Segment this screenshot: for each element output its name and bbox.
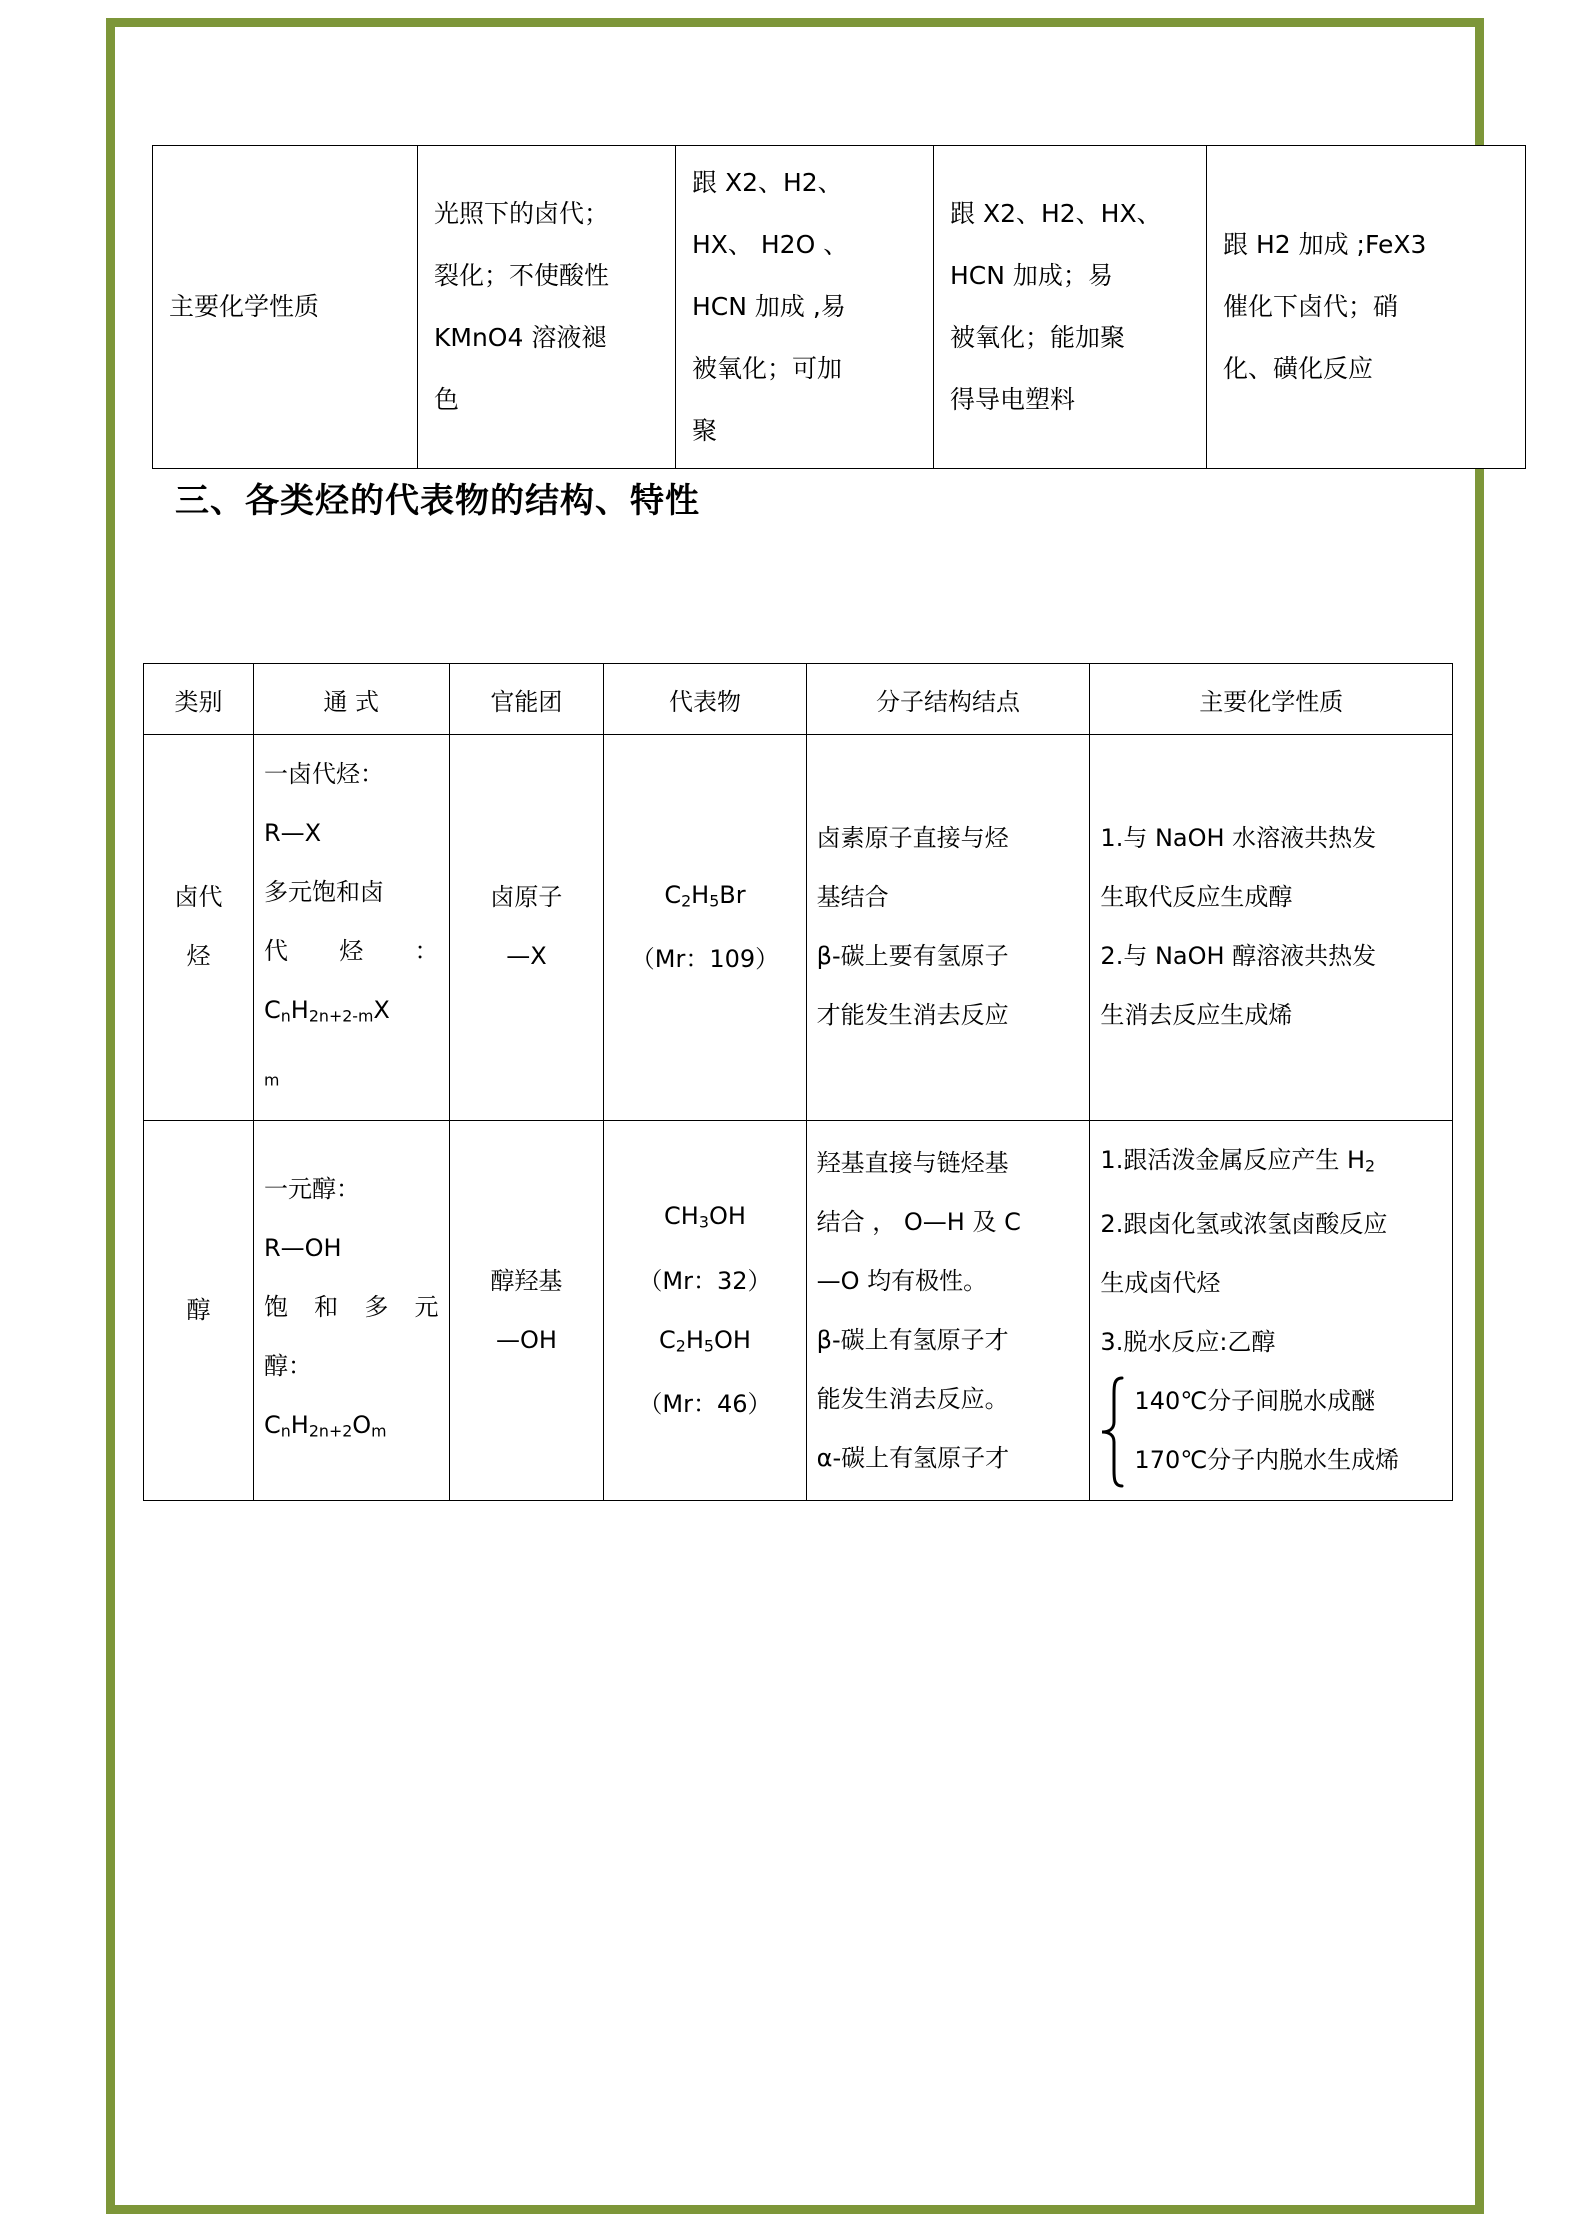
alkyne-properties-cell xyxy=(934,146,1207,469)
column-header-main-properties: 主要化学性质 xyxy=(1090,664,1453,735)
alkane-properties-cell xyxy=(418,146,676,469)
category-lines xyxy=(154,1281,243,1340)
general-formula-lines xyxy=(264,745,439,1110)
property-line: 色 xyxy=(434,385,460,414)
structure-notes-lines xyxy=(817,1134,1080,1488)
structure-notes-cell-alcohol xyxy=(806,1120,1090,1500)
alkane-properties-lines xyxy=(434,183,659,431)
structure-note-line: 卤素原子直接与烃 xyxy=(816,824,1009,853)
representative-lines xyxy=(614,866,795,989)
properties-lines xyxy=(1100,809,1442,1045)
alkene-properties-lines xyxy=(692,152,917,462)
general-formula-cell-haloalkane xyxy=(253,735,449,1121)
bottom-table-container xyxy=(143,663,1453,1501)
representative-compounds-table xyxy=(143,663,1453,1501)
representative-formula-methanol: $CH_3OH$ xyxy=(664,1202,746,1232)
formula-line-general: $C_nH_{2n+2}O_m$ xyxy=(263,1411,387,1441)
formula-line: 饱 和 多 元 xyxy=(263,1293,439,1322)
functional-group-cell-haloalkane xyxy=(449,735,604,1121)
structure-note-line: α-碳上有氢原子才 xyxy=(816,1443,1010,1472)
structure-notes-cell-haloalkane xyxy=(806,735,1090,1121)
column-header-representative: 代表物 xyxy=(604,664,806,735)
property-line: 光照下的卤代； xyxy=(434,199,610,228)
representative-molar-mass-methanol: （Mr：32） xyxy=(638,1266,772,1295)
property-line: 化、磺化反应 xyxy=(1223,354,1374,383)
property-line: 生消去反应生成烯 xyxy=(1100,1001,1293,1030)
top-table-container xyxy=(152,145,1427,469)
table-row xyxy=(144,1120,1453,1500)
structure-note-line: 基结合 xyxy=(816,883,889,912)
row-label-text: 主要化学性质 xyxy=(169,292,320,321)
property-line: KMnO4 溶液褪 xyxy=(434,323,607,352)
formula-line: R—X xyxy=(263,819,322,847)
formula-line: 一元醇： xyxy=(263,1175,360,1204)
structure-note-line: β-碳上有氢原子才 xyxy=(816,1325,1009,1354)
formula-line: 代 烃 ： xyxy=(263,937,439,965)
property-line-with-subscript: 1.跟活泼金属反应产生 $H_2$ xyxy=(1100,1145,1376,1176)
column-header-category: 类别 xyxy=(144,664,254,735)
dehydration-140c-line: 140℃分子间脱水成醚 xyxy=(1134,1387,1376,1416)
properties-cell-haloalkane xyxy=(1090,735,1453,1121)
alkyne-properties-lines xyxy=(950,183,1190,431)
property-line: 跟 H2 加成 ;FeX3 xyxy=(1223,230,1427,259)
functional-group-lines xyxy=(460,868,594,986)
representative-molar-mass: （Mr：109） xyxy=(630,945,780,974)
page-border-frame xyxy=(106,18,1484,2214)
column-header-structure-notes: 分子结构结点 xyxy=(806,664,1090,735)
arene-properties-cell xyxy=(1207,146,1526,469)
representative-cell-alcohol xyxy=(604,1120,806,1500)
formula-line-subscript-overflow: m xyxy=(263,1070,280,1090)
property-line: 跟 X2、H2、 xyxy=(692,168,843,197)
category-cell-alcohol xyxy=(144,1120,254,1500)
structure-note-line: 能发生消去反应。 xyxy=(816,1384,1009,1413)
section-heading: 三、各类烃的代表物的结构、特性 xyxy=(175,481,700,521)
property-line: 被氧化；能加聚 xyxy=(950,323,1126,352)
dehydration-brace-group xyxy=(1100,1372,1442,1490)
functional-group-line: 卤原子 xyxy=(490,883,563,912)
representative-molar-mass-ethanol: （Mr：46） xyxy=(638,1390,772,1419)
structure-note-line: 羟基直接与链烃基 xyxy=(816,1148,1009,1177)
table-row xyxy=(144,735,1453,1121)
arene-properties-lines xyxy=(1223,214,1509,400)
representative-lines xyxy=(614,1187,795,1434)
curly-brace-icon xyxy=(1100,1376,1126,1488)
property-line: 生取代反应生成醇 xyxy=(1100,883,1293,912)
property-line: 1.与 NaOH 水溶液共热发 xyxy=(1100,824,1377,853)
table-row xyxy=(153,146,1526,469)
formula-line: R—OH xyxy=(263,1234,342,1263)
representative-formula: $C_2H_5Br$ xyxy=(664,880,746,911)
property-line: HCN 加成；易 xyxy=(950,261,1113,290)
dehydration-170c-line: 170℃分子内脱水生成烯 xyxy=(1134,1446,1400,1475)
property-line: 聚 xyxy=(692,416,718,445)
property-line: 2.跟卤化氢或浓氢卤酸反应 xyxy=(1100,1210,1388,1239)
property-line: 跟 X2、H2、HX、 xyxy=(950,199,1162,228)
functional-group-lines xyxy=(460,1252,594,1370)
row-label-cell xyxy=(153,146,418,469)
category-cell-haloalkane xyxy=(144,735,254,1121)
category-line: 卤代 xyxy=(174,883,223,912)
property-line: 3.脱水反应:乙醇 xyxy=(1100,1328,1276,1357)
column-header-general-formula: 通 式 xyxy=(253,664,449,735)
property-line: 裂化；不使酸性 xyxy=(434,261,610,290)
representative-formula-ethanol: $C_2H_5OH$ xyxy=(659,1325,751,1356)
functional-group-cell-alcohol xyxy=(449,1120,604,1500)
functional-group-line: 醇羟基 xyxy=(490,1266,563,1295)
structure-notes-lines xyxy=(817,809,1080,1045)
formula-line-general: $C_nH_{2n+2-m}X$ xyxy=(263,996,390,1026)
structure-note-line: 结合 ， O—H 及 C xyxy=(816,1207,1021,1236)
column-header-functional-group: 官能团 xyxy=(449,664,604,735)
structure-note-line: β-碳上要有氢原子 xyxy=(816,942,1009,971)
formula-line: 醇： xyxy=(263,1352,312,1381)
structure-note-line: —O 均有极性。 xyxy=(816,1266,988,1295)
category-line: 烃 xyxy=(186,942,211,971)
alkene-properties-cell xyxy=(676,146,934,469)
general-formula-lines xyxy=(264,1160,439,1460)
property-line: 催化下卤代；硝 xyxy=(1223,292,1399,321)
formula-line: 一卤代烃： xyxy=(263,760,384,788)
property-line: 生成卤代烃 xyxy=(1100,1269,1221,1298)
properties-lines xyxy=(1100,1131,1442,1490)
general-formula-cell-alcohol xyxy=(253,1120,449,1500)
properties-cell-alcohol xyxy=(1090,1120,1453,1500)
property-line: HX、 H2O 、 xyxy=(692,230,849,259)
page-content-area xyxy=(115,27,1475,2205)
functional-group-line: —X xyxy=(506,942,547,971)
representative-cell-haloalkane xyxy=(604,735,806,1121)
formula-line: 多元饱和卤 xyxy=(263,878,384,906)
hydrocarbon-properties-table xyxy=(152,145,1526,469)
property-line: 2.与 NaOH 醇溶液共热发 xyxy=(1100,942,1377,971)
property-line: 得导电塑料 xyxy=(950,385,1076,414)
category-line: 醇 xyxy=(186,1296,211,1325)
structure-note-line: 才能发生消去反应 xyxy=(816,1001,1009,1030)
category-lines xyxy=(154,868,243,986)
table-header-row xyxy=(144,664,1453,735)
functional-group-line: —OH xyxy=(495,1325,557,1354)
property-line: 被氧化；可加 xyxy=(692,354,843,383)
property-line: HCN 加成 ,易 xyxy=(692,292,846,321)
